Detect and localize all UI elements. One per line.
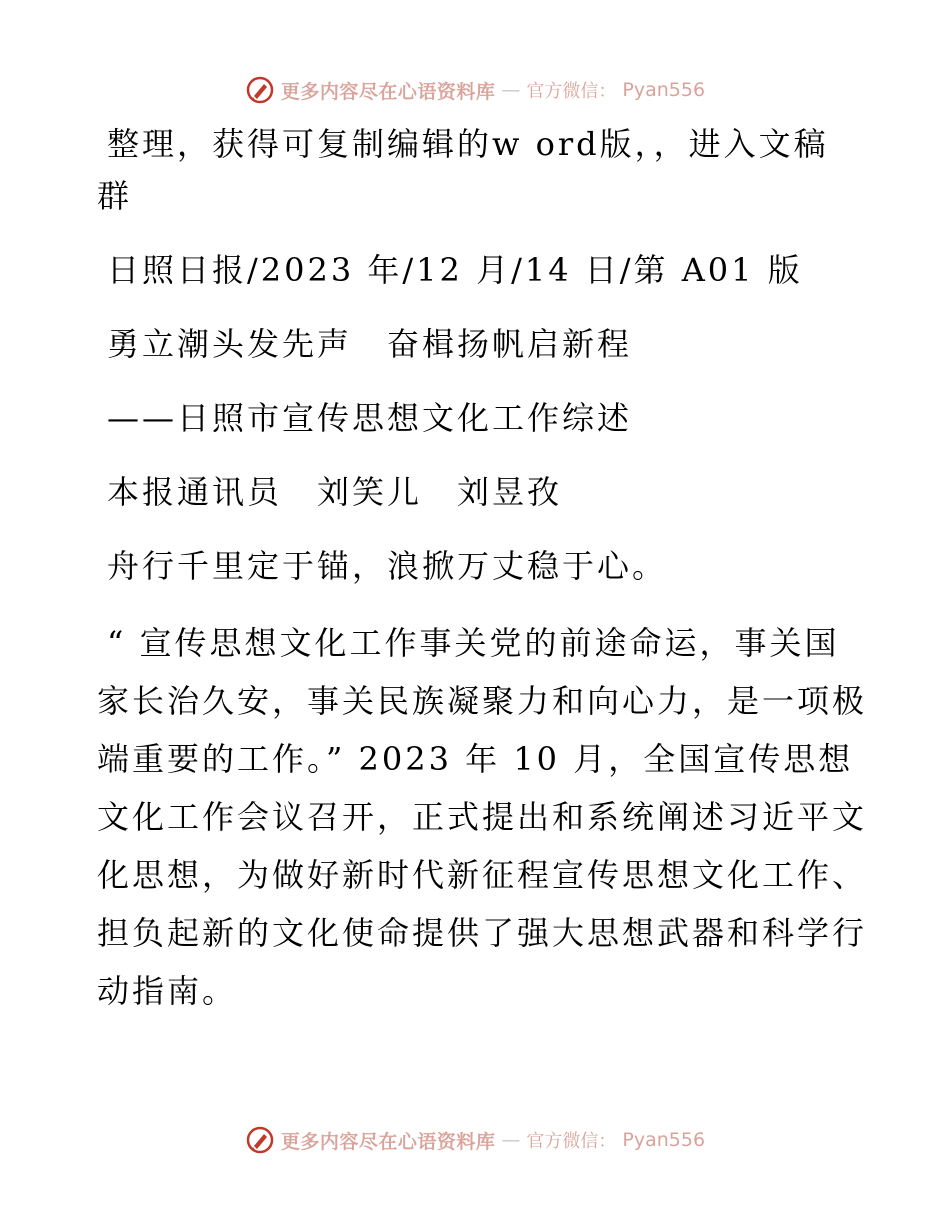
watermark-text: 更多内容尽在心语资料库 [280,1130,496,1153]
subtitle: ——日照市宣传思想文化工作综述 [107,399,633,437]
document-body [97,118,868,1020]
source-line: 日照日报/2023 年/12 月/14 日/第 A01 版 [107,251,803,289]
byline: 本报通讯员 刘笑儿 刘昱孜 [107,473,563,511]
watermark-wechat-label: 官方微信： [526,81,617,102]
watermark-wechat-id: Pyan556 [622,79,706,101]
header-watermark [0,70,950,110]
paragraph-line: 文化工作会议召开，正式提出和系统阐述习近平文 [97,798,868,836]
paragraph-line: “ 宣传思想文化工作事关党的前途命运，事关国 [107,624,840,662]
lead-sentence: 舟行千里定于锚，浪掀万丈稳于心。 [107,547,668,585]
paragraph-line: 担负起新的文化使命提供了强大思想武器和科学行 [97,914,868,952]
watermark-separator: — [501,79,521,101]
paragraph-line: 家长治久安，事关民族凝聚力和向心力，是一项极 [97,682,868,720]
pen-logo-icon [245,1125,275,1155]
pen-logo-icon [245,75,275,105]
paragraph-line: 动指南。 [97,972,238,1010]
paragraph-line: 端重要的工作。” 2023 年 10 月，全国宣传思想 [97,740,854,778]
paragraph [97,614,868,1020]
watermark-wechat-id: Pyan556 [622,1129,706,1151]
footer-watermark [0,1120,950,1160]
watermark-text: 更多内容尽在心语资料库 [280,80,496,103]
watermark-wechat-label: 官方微信： [526,1131,617,1152]
intro-line-continued: 群 [97,177,133,215]
paragraph-line: 化思想，为做好新时代新征程宣传思想文化工作、 [97,856,868,894]
watermark-separator: — [501,1129,521,1151]
intro-line: 整理，获得可复制编辑的w ord版，，进入文稿 [107,125,829,163]
headline: 勇立潮头发先声 奋楫扬帆启新程 [107,325,633,363]
